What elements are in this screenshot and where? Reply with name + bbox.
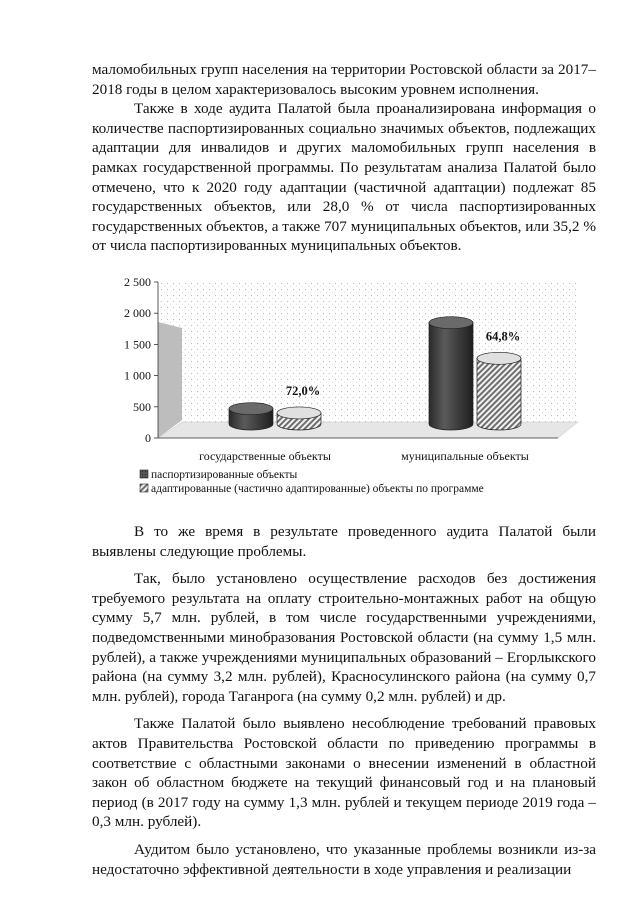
- data-label: 72,0%: [285, 383, 321, 398]
- paragraph-audit-info: Также в ходе аудита Палатой была проанализирована информация о количестве паспортизированных социально значимых объектов, подлежащих адаптации для инвалидов и других маломобильных групп населения в рамках государственной программы. По результатам анализа Палатой было отмечено, что к 2020 году адаптации (частичной адаптации) подлежат 85 государственных объектов, или 28,0 % от числа паспортизированных государственных объектов, а также 707 муниципальных объектов, или 35,2 % от числа паспортизированных муниципальных объектов.: [92, 100, 596, 255]
- paragraph-continuation: маломобильных групп населения на территории Ростовской области за 2017–2018 годы в целом характеризовалось высоким уровнем исполнения.: [92, 61, 596, 98]
- bar-body: [477, 358, 521, 430]
- chart-side-wall: [158, 322, 182, 438]
- legend-label: адаптированные (частично адаптированные) объекты по программе: [151, 483, 484, 495]
- y-tick-label: 500: [133, 399, 151, 414]
- bar-chart-svg: [100, 270, 600, 510]
- legend-swatch: [140, 484, 148, 492]
- data-label: 64,8%: [485, 329, 521, 344]
- paragraph-problems-intro: В то же время в результате проведенного аудита Палатой были выявлены следующие проблемы.: [92, 523, 596, 560]
- bar-top: [277, 407, 321, 419]
- paragraph-expenses: Так, было установлено осуществление расходов без достижения требуемого результата на оплату строительно-монтажных работ на общую сумму 5,7 млн. рублей, в том числе государственными учреждениями, подведомственными минобразования Ростовской области (на сумму 1,5 млн. рублей), а также учреждениями муниципальных образований – Егорлыкского района (на сумму 3,2 млн. рублей), Красносулинского района (на сумму 0,7 млн. рублей), города Таганрога (на сумму 0,2 млн. рублей) и др.: [92, 570, 596, 705]
- legend-swatch: [140, 470, 148, 478]
- bar-top: [229, 403, 273, 415]
- x-category-label: муниципальные объекты: [401, 449, 529, 463]
- text-bottom: [92, 522, 596, 879]
- y-tick-label: 2 000: [124, 306, 151, 321]
- bar-body: [429, 323, 473, 430]
- bar-top: [429, 317, 473, 329]
- bar-1-2: [429, 317, 473, 430]
- y-tick-label: 2 500: [124, 275, 151, 289]
- bar-chart: [100, 270, 600, 510]
- bar-1-1: [229, 403, 273, 430]
- y-tick-label: 1 000: [124, 368, 151, 383]
- y-tick-label: 0: [145, 431, 151, 445]
- bar-2-1: [277, 407, 321, 430]
- text-top: [92, 60, 596, 256]
- x-category-label: государственные объекты: [199, 449, 331, 463]
- paragraph-noncompliance: Также Палатой было выявлено несоблюдение требований правовых актов Правительства Ростовской области по приведению программы в соответствие с областными законами о внесении изменений в областной закон об областном бюджете на текущий финансовый год и на плановый период (в 2017 году на сумму 1,3 млн. рублей и текущем периоде 2019 года – 0,3 млн. рублей).: [92, 715, 596, 831]
- y-tick-label: 1 500: [124, 337, 151, 352]
- legend-label: паспортизированные объекты: [151, 469, 298, 481]
- bar-2-2: [477, 352, 521, 430]
- paragraph-conclusion: Аудитом было установлено, что указанные проблемы возникли из-за недостаточно эффективной деятельности в ходе управления и реализации: [92, 840, 596, 878]
- bar-top: [477, 352, 521, 364]
